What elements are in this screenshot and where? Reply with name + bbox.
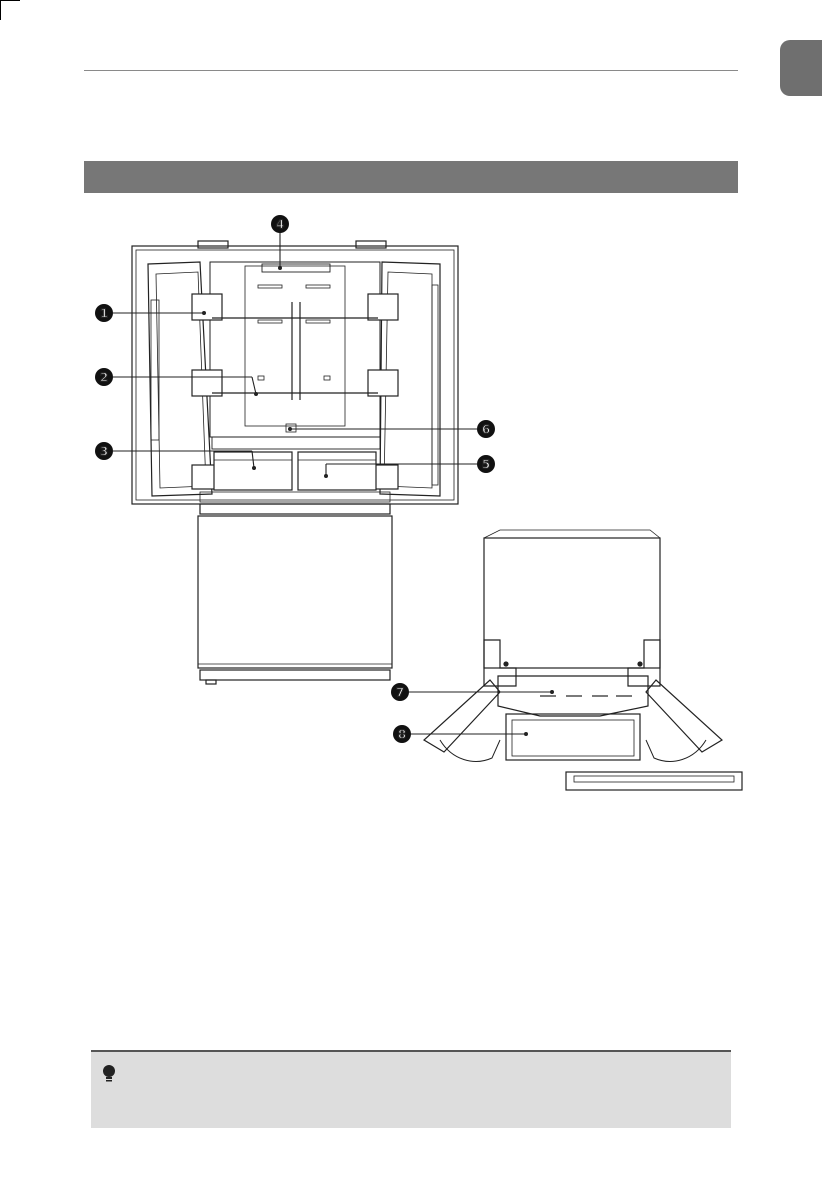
fridge-open-view — [424, 530, 742, 790]
callout-1 — [95, 304, 113, 322]
callout-8 — [393, 725, 411, 743]
callout-6-label: 6 — [481, 422, 491, 437]
callout-2 — [95, 368, 113, 386]
callout-3 — [95, 442, 113, 460]
leader-dots — [202, 266, 554, 736]
callout-4 — [271, 215, 289, 233]
freezer-drawer-front — [198, 504, 392, 684]
callout-8-label: 8 — [397, 727, 407, 742]
lightbulb-icon — [101, 1064, 117, 1084]
callout-2-label: 2 — [99, 370, 109, 385]
callout-6 — [477, 420, 495, 438]
callout-5 — [477, 455, 495, 473]
note-box — [91, 1050, 731, 1128]
callout-5-label: 5 — [481, 457, 491, 472]
callout-7-label: 7 — [395, 685, 405, 700]
callout-4-label: 4 — [275, 217, 285, 232]
callout-1-label: 1 — [99, 306, 109, 321]
callout-7 — [391, 683, 409, 701]
callout-3-label: 3 — [99, 444, 109, 459]
